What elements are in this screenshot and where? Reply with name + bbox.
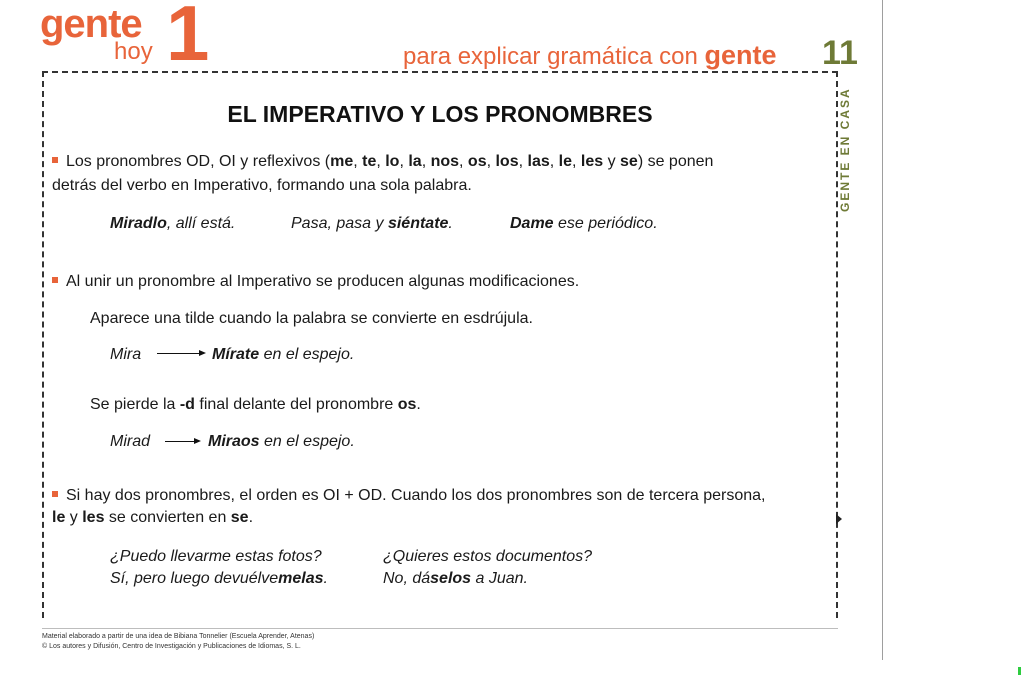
text: , <box>399 153 409 170</box>
pronoun: lo <box>385 153 400 170</box>
arrow-right-icon <box>157 353 200 354</box>
example-answer-2 <box>383 569 528 588</box>
example-miradlo <box>110 214 235 233</box>
text: Pasa, pasa y <box>291 215 388 232</box>
example-sientate <box>291 214 453 233</box>
text: Los pronombres OD, OI y reflexivos ( <box>66 153 331 170</box>
frame-arrow-icon <box>836 514 842 524</box>
text: ese periódico. <box>553 215 658 232</box>
text: , allí está. <box>166 215 236 232</box>
text: , <box>549 153 559 170</box>
section2-rule2 <box>90 395 421 414</box>
example-bold: Miraos <box>208 433 260 450</box>
example-miraos <box>208 432 355 451</box>
pronoun: las <box>527 153 550 170</box>
subtitle-text: para explicar gramática con <box>403 43 698 70</box>
text: ) se ponen <box>637 153 714 170</box>
text: Sí, pero luego devuélve <box>110 570 279 587</box>
page-edge-divider <box>882 0 883 660</box>
section2-rule1: Aparece una tilde cuando la palabra se convierte en esdrújula. <box>90 310 533 327</box>
text: y <box>65 509 83 526</box>
example-mirad: Mirad <box>110 433 151 450</box>
example-mirate <box>212 345 354 364</box>
example-bold: Mírate <box>212 346 260 363</box>
text: y <box>603 153 621 170</box>
example-bold: siéntate <box>387 215 449 232</box>
rule-bold: -d <box>179 396 195 413</box>
text: en el espejo. <box>259 346 355 363</box>
logo-gente: gente <box>40 2 142 46</box>
text: , <box>486 153 496 170</box>
logo-number: 1 <box>166 0 210 77</box>
bullet-icon <box>52 491 58 497</box>
text: , <box>459 153 468 170</box>
example-answer-1 <box>110 569 328 588</box>
rule-bold: os <box>397 396 417 413</box>
example-bold: Miradlo <box>110 215 167 232</box>
text: final delante del pronombre <box>194 396 398 413</box>
footer-divider <box>42 628 838 629</box>
section1-line1 <box>52 152 713 171</box>
logo-hoy: hoy <box>114 38 153 65</box>
text: , <box>421 153 431 170</box>
pronoun: os <box>467 153 487 170</box>
pronoun: se <box>230 509 249 526</box>
side-label: GENTE EN CASA <box>838 87 852 212</box>
pronoun: le <box>558 153 572 170</box>
example-bold: Dame <box>510 215 554 232</box>
pronoun: le <box>52 509 66 526</box>
section2-intro <box>52 272 579 291</box>
pronoun: les <box>82 509 105 526</box>
subtitle-brand: gente <box>704 40 777 70</box>
bullet-icon <box>52 157 58 163</box>
pronoun: me <box>330 153 354 170</box>
pronoun: te <box>362 153 377 170</box>
pronoun: los <box>495 153 519 170</box>
text: a Juan. <box>471 570 528 587</box>
section3-line2 <box>52 508 253 527</box>
text: Se pierde la <box>90 396 180 413</box>
footer-copyright: © Los autores y Difusión, Centro de Investigación y Publicaciones de Idiomas, S. L. <box>42 643 301 650</box>
text: Al unir un pronombre al Imperativo se producen algunas modificaciones. <box>66 273 580 290</box>
text: , <box>353 153 363 170</box>
text: , <box>518 153 528 170</box>
text: Si hay dos pronombres, el orden es OI + OD. Cuando los dos pronombres son de tercera persona, <box>66 487 766 504</box>
example-dame <box>510 214 658 233</box>
example-bold: melas <box>278 570 324 587</box>
example-mira: Mira <box>110 346 142 363</box>
pronoun: la <box>408 153 422 170</box>
header-subtitle <box>403 42 777 69</box>
arrow-right-icon <box>165 441 195 442</box>
status-marker <box>1018 667 1021 675</box>
pronoun: les <box>580 153 604 170</box>
bullet-icon <box>52 277 58 283</box>
pronoun: nos <box>430 153 460 170</box>
example-bold: selos <box>430 570 472 587</box>
pronoun: se <box>620 153 638 170</box>
text: No, dá <box>383 570 431 587</box>
page-title: EL IMPERATIVO Y LOS PRONOMBRES <box>227 101 653 127</box>
footer-credit: Material elaborado a partir de una idea de Bibiana Tonnelier (Escuela Aprender, Atenas) <box>42 633 315 640</box>
text: . <box>416 396 421 413</box>
text: , <box>376 153 386 170</box>
text: . <box>448 215 453 232</box>
example-question-2: ¿Quieres estos documentos? <box>383 548 592 565</box>
text: . <box>323 570 328 587</box>
text: se convierten en <box>104 509 231 526</box>
text: , <box>571 153 581 170</box>
section1-line2: detrás del verbo en Imperativo, formando una sola palabra. <box>52 177 472 194</box>
text: . <box>248 509 254 526</box>
text: en el espejo. <box>259 433 355 450</box>
example-question-1: ¿Puedo llevarme estas fotos? <box>110 548 322 565</box>
lesson-number: 11 <box>822 34 858 72</box>
section3-line1 <box>52 486 766 505</box>
